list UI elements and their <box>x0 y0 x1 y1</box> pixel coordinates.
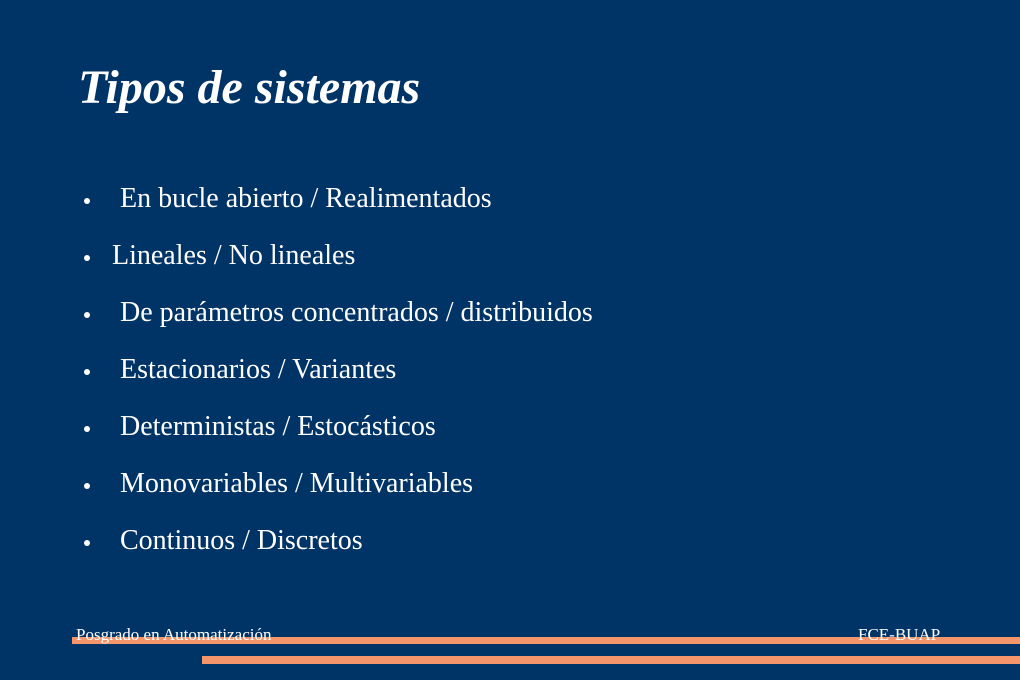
bullet-dot-icon <box>84 312 90 318</box>
footer-program-label: Posgrado en Automatización <box>76 625 272 644</box>
bullet-text: En bucle abierto / Realimentados <box>120 182 492 214</box>
bullet-text: Deterministas / Estocásticos <box>120 410 436 442</box>
bullet-dot-icon <box>84 540 90 546</box>
bullet-item <box>84 284 593 341</box>
bullet-dot-icon <box>84 426 90 432</box>
bullet-dot-icon <box>84 369 90 375</box>
bullet-text: Estacionarios / Variantes <box>120 353 397 385</box>
footer-accent-line-bottom <box>202 656 1020 664</box>
bullet-item <box>84 512 593 569</box>
bullet-item <box>84 455 593 512</box>
bullet-text: Monovariables / Multivariables <box>120 467 474 499</box>
bullet-item <box>84 398 593 455</box>
slide-title: Tipos de sistemas <box>78 61 421 114</box>
bullet-list <box>84 170 593 569</box>
bullet-dot-icon <box>84 483 90 489</box>
bullet-item <box>84 341 593 398</box>
bullet-dot-icon <box>84 198 90 204</box>
footer-institution-label: FCE-BUAP <box>858 625 941 644</box>
bullet-text: De parámetros concentrados / distribuidos <box>120 296 593 328</box>
bullet-text: Continuos / Discretos <box>120 524 363 556</box>
bullet-text: Lineales / No lineales <box>112 239 356 271</box>
bullet-item <box>84 170 593 227</box>
bullet-item <box>84 227 593 284</box>
bullet-dot-icon <box>84 255 90 261</box>
